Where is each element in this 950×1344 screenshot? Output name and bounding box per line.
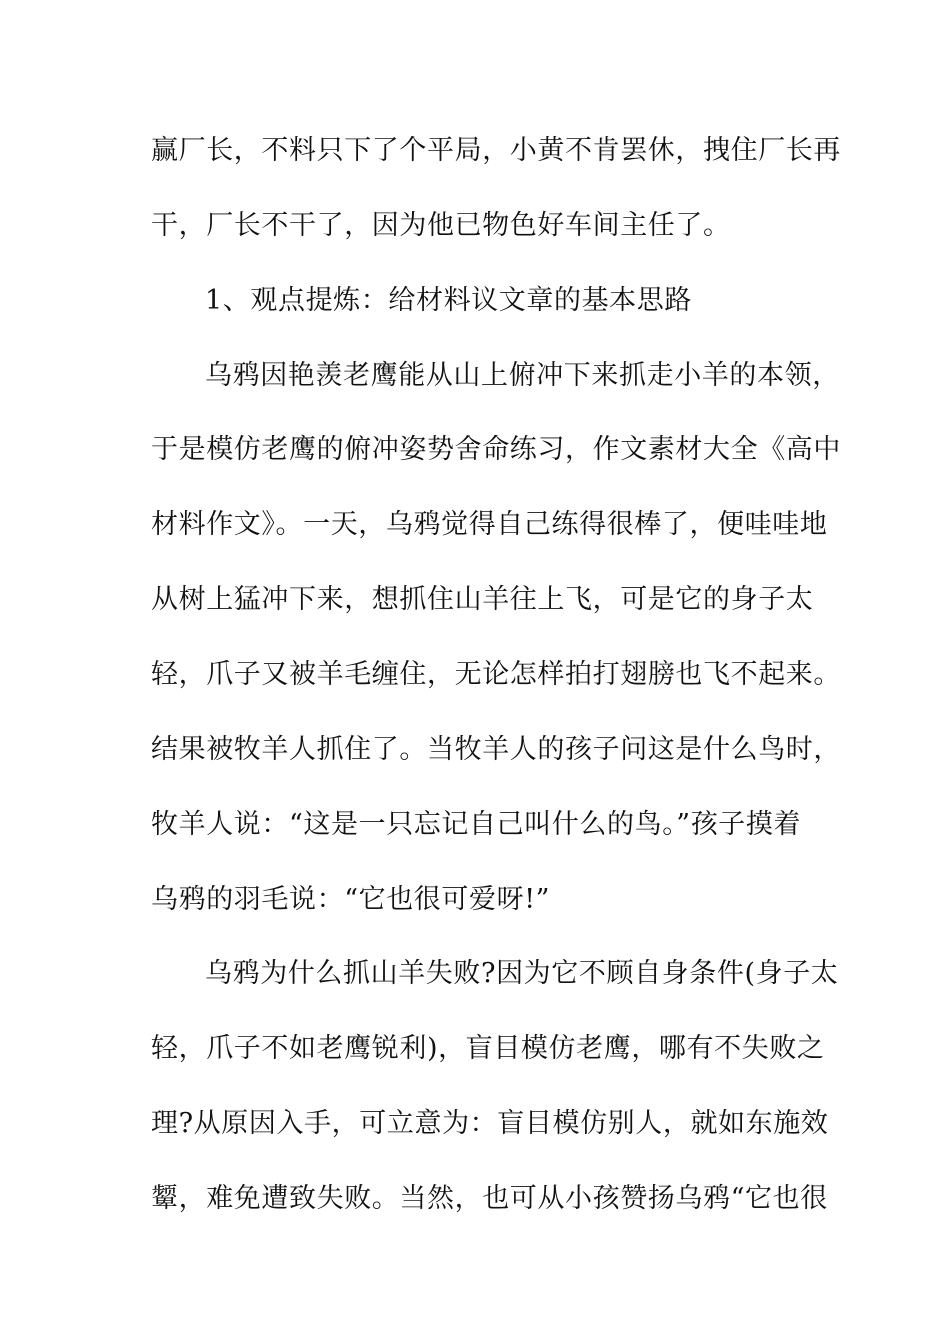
text-line: 结果被牧羊人抓住了。当牧羊人的孩子问这是什么鸟时， xyxy=(151,734,841,765)
text-line: 干，厂长不干了，因为他已物色好车间主任了。 xyxy=(151,210,731,241)
text-line: 理?从原因入手，可立意为：盲目模仿别人，就如东施效 xyxy=(151,1108,829,1139)
text-line: 轻，爪子又被羊毛缠住，无论怎样拍打翅膀也飞不起来。 xyxy=(151,659,841,690)
paragraph-start-line: 乌鸦因艳羡老鹰能从山上俯冲下来抓走小羊的本领， xyxy=(205,360,840,391)
section-heading: 1、观点提炼：给材料议文章的基本思路 xyxy=(205,285,692,316)
text-line: 颦，难免遭致失败。当然，也可从小孩赞扬乌鸦“它也很 xyxy=(151,1183,828,1214)
text-line: 于是模仿老鹰的俯冲姿势舍命练习，作文素材大全《高中 xyxy=(151,434,841,465)
paragraph-start-line: 乌鸦为什么抓山羊失败?因为它不顾自身条件(身子太 xyxy=(205,958,839,989)
text-line: 乌鸦的羽毛说：“它也很可爱呀!” xyxy=(151,884,551,915)
text-line: 轻，爪子不如老鹰锐利)，盲目模仿老鹰，哪有不失败之 xyxy=(151,1033,825,1064)
text-line: 从树上猛冲下来，想抓住山羊往上飞，可是它的身子太 xyxy=(151,584,814,615)
text-line: 赢厂长，不料只下了个平局，小黄不肯罢休，拽住厂长再 xyxy=(151,135,841,166)
text-line: 材料作文》。一天，乌鸦觉得自己练得很棒了，便哇哇地 xyxy=(151,509,828,540)
text-line: 牧羊人说：“这是一只忘记自己叫什么的鸟。”孩子摸着 xyxy=(151,809,802,840)
